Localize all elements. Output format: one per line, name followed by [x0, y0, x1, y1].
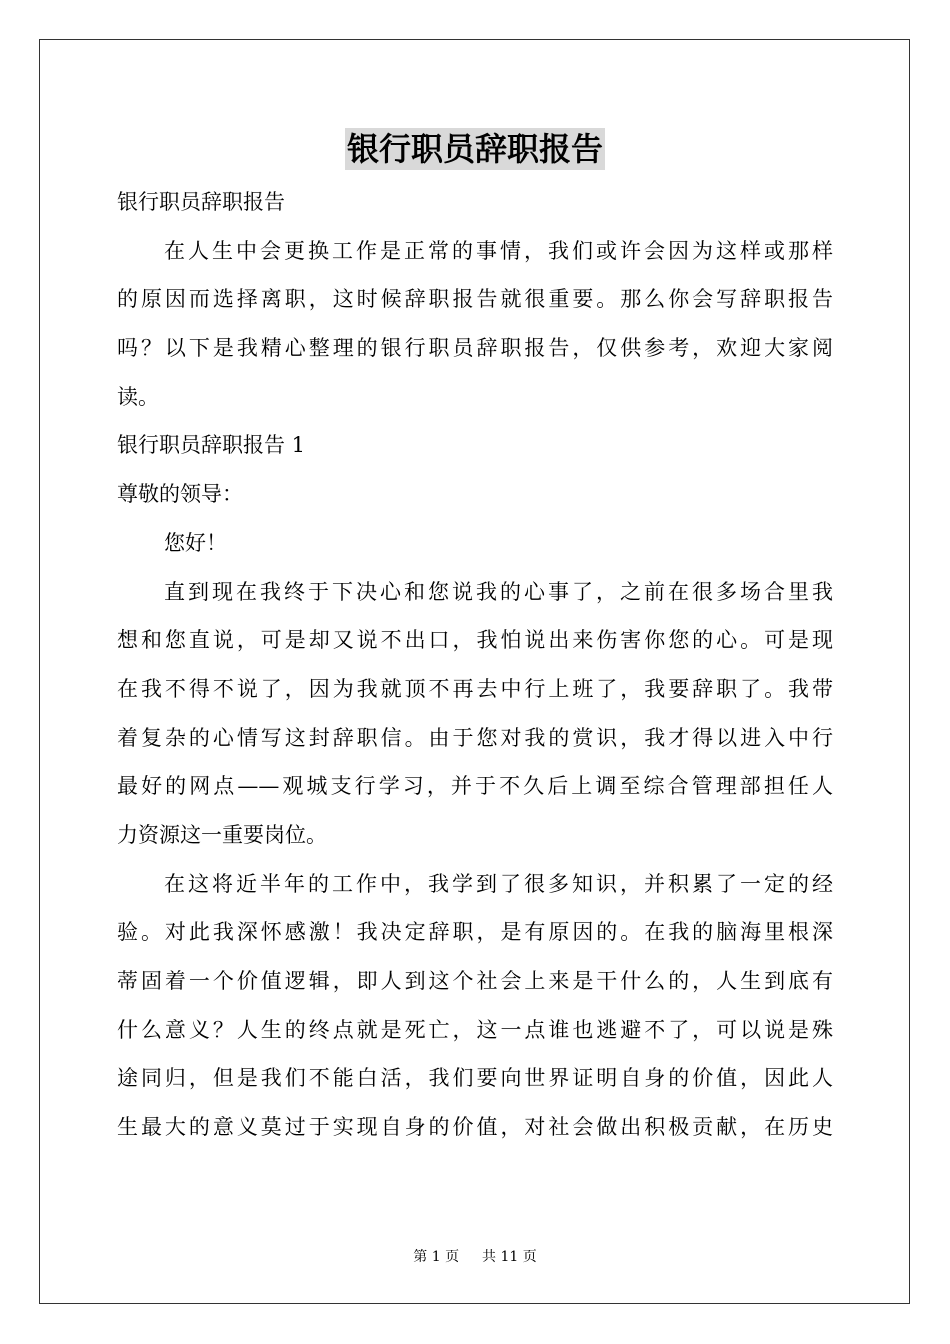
text-line: 的原因而选择离职，这时候辞职报告就很重要。那么你会写辞职报告 [117, 287, 833, 312]
text-line: 生最大的意义莫过于实现自身的价值，对社会做出积极贡献，在历史 [117, 1115, 833, 1140]
page-number: 第 1 页 [413, 1249, 460, 1265]
text-line: 银行职员辞职报告 1 [117, 433, 306, 458]
text-line: 途同归，但是我们不能白活，我们要向世界证明自身的价值，因此人 [117, 1066, 833, 1091]
text-line: 验。对此我深怀感激！我决定辞职，是有原因的。在我的脑海里根深 [117, 920, 833, 945]
page-footer [0, 1246, 950, 1266]
text-line: 什么意义？人生的终点就是死亡，这一点谁也逃避不了，可以说是殊 [117, 1017, 833, 1042]
document-body [117, 178, 833, 1152]
title-container [0, 128, 950, 170]
text-line: 尊敬的领导： [117, 482, 243, 507]
text-line: 在我不得不说了，因为我就顶不再去中行上班了，我要辞职了。我带 [117, 676, 833, 701]
text-line: 想和您直说，可是却又说不出口，我怕说出来伤害你您的心。可是现 [117, 628, 833, 653]
text-line: 银行职员辞职报告 [117, 190, 285, 214]
text-line: 蒂固着一个价值逻辑，即人到这个社会上来是干什么的，人生到底有 [117, 969, 833, 993]
text-line: 最好的网点——观城支行学习，并于不久后上调至综合管理部担任人 [117, 774, 833, 799]
text-line: 直到现在我终于下决心和您说我的心事了，之前在很多场合里我 [164, 579, 833, 604]
text-line: 吗？以下是我精心整理的银行职员辞职报告，仅供参考，欢迎大家阅 [117, 336, 833, 361]
text-line: 读。 [117, 384, 159, 409]
text-line: 力资源这一重要岗位。 [117, 822, 327, 847]
text-line: 着复杂的心情写这封辞职信。由于您对我的赏识，我才得以进入中行 [117, 725, 833, 750]
text-line: 在这将近半年的工作中，我学到了很多知识，并积累了一定的经 [164, 871, 833, 896]
text-line: 您好！ [164, 530, 227, 555]
page-total: 共 11 页 [482, 1249, 537, 1265]
text-line: 在人生中会更换工作是正常的事情，我们或许会因为这样或那样 [164, 238, 833, 263]
document-title: 银行职员辞职报告 [346, 130, 603, 168]
